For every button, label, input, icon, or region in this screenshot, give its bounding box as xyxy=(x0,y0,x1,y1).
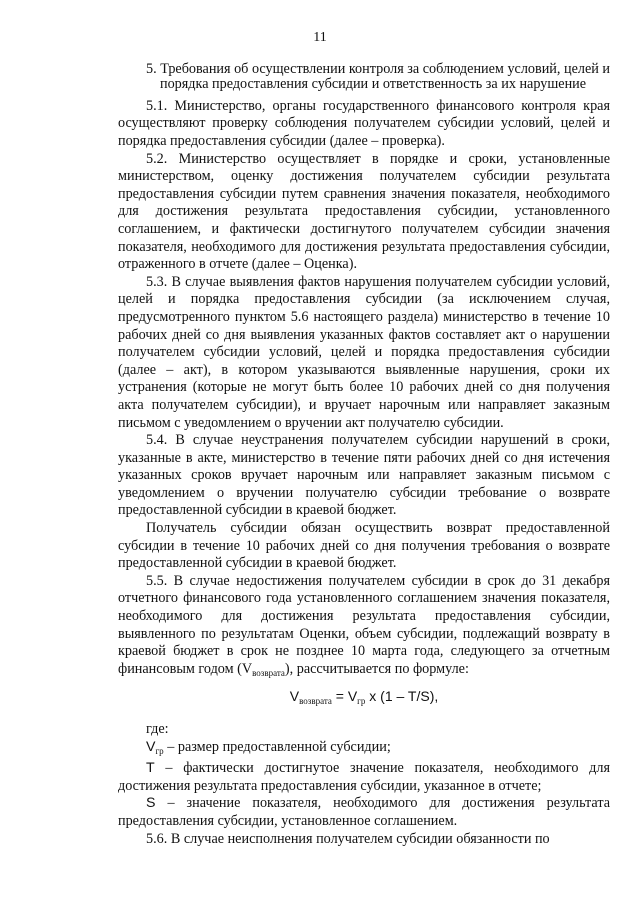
paragraph-5-2: 5.2. Министерство осуществляет в порядке и сроки, установленные министерством, оценку достижения получателем субсидии результата предоставления субсидии путем сравнения значения показателя, необходимого для достижения результата предоставления субсидии, установленного соглашением, и фактически достигнутого получателем субсидии значения показателя, необходимого для достижения результата предоставления субсидии, отраженного в отчете (далее – Оценка). xyxy=(118,150,610,273)
definition-s-text: – значение показателя, необходимого для достижения результата предоставления субсидии, установленное соглашением. xyxy=(118,795,610,829)
paragraph-5-3: 5.3. В случае выявления фактов нарушения получателем субсидии условий, целей и порядка предоставления субсидии (за исключением случая, предусмотренного пунктом 5.6 настоящего раздела) министерство в течение 10 рабочих дней со дня выявления указанных фактов составляет акт о нарушении получателем субсидии условий, целей и порядка предоставления субсидии (далее – акт), в котором указываются выявленные нарушения, сроки их устранения (которые не могут быть более 10 рабочих дней со дня получения акта получателем субсидии), и вручает нарочным или направляет заказным письмом с уведомлением о вручении акт получателю субсидии. xyxy=(118,273,610,431)
paragraph-5-4: 5.4. В случае неустранения получателем субсидии нарушений в сроки, указанные в акте, министерство в течение пяти рабочих дней со дня истечения указанных сроков вручает нарочным или направляет заказным письмом с уведомлением о вручении получателю субсидии требование о возврате предоставленной субсидии в краевой бюджет. xyxy=(118,432,610,519)
formula-lhs-subscript: возврата xyxy=(299,696,332,707)
section-heading: 5. Требования об осуществлении контроля за соблюдением условий, целей и порядка предоставления субсидии и ответственность за их нарушение xyxy=(146,61,610,93)
return-formula xyxy=(118,688,610,711)
definition-s-symbol: S xyxy=(146,795,156,812)
paragraph-5-5-tail: ), рассчитывается по формуле: xyxy=(284,660,469,677)
page-number: 11 xyxy=(313,30,327,45)
definition-s xyxy=(118,795,610,830)
paragraph-5-6: 5.6. В случае неисполнения получателем субсидии обязанности по xyxy=(146,830,550,847)
definition-v-text: – размер предоставленной субсидии; xyxy=(163,738,391,755)
definition-t-text: – фактически достигнутое значение показателя, необходимого для достижения результата предоставления субсидии, указанное в отчете; xyxy=(118,760,610,794)
formula-equals: = V xyxy=(331,688,358,705)
formula-gr-subscript: гр xyxy=(357,696,366,707)
definition-t xyxy=(118,760,610,795)
definition-v xyxy=(118,739,610,761)
formula-rhs: x (1 – T/S), xyxy=(365,688,439,705)
paragraph-5-1: 5.1. Министерство, органы государственного финансового контроля края осуществляют проверку соблюдения получателем субсидии условий, целей и порядка предоставления субсидии (далее – проверка). xyxy=(118,97,610,149)
paragraph-return-obligation: Получатель субсидии обязан осуществить возврат предоставленной субсидии в течение 10 рабочих дней со дня получения требования о возврате предоставленной субсидии в краевой бюджет. xyxy=(118,520,610,572)
paragraph-5-5 xyxy=(118,573,610,683)
definition-v-subscript: гр xyxy=(155,745,164,756)
paragraph-5-5-subscript: возврата xyxy=(252,667,285,678)
paragraph-5-5-text: 5.5. В случае недостижения получателем субсидии в срок до 31 декабря отчетного финансового года установленного соглашением значения показателя, необходимого для достижения результата предоставления субсидии, выявленного по результатам Оценки, объем субсидии, подлежащий возврату в краевой бюджет в срок не позднее 10 марта года, следующего за отчетным финансовым годом (V xyxy=(118,572,610,677)
formula-where: где: xyxy=(146,721,169,737)
formula-lhs: V xyxy=(289,688,300,705)
definition-t-symbol: T xyxy=(146,760,155,777)
definition-v-symbol: V xyxy=(146,738,156,755)
document-body xyxy=(118,62,610,848)
